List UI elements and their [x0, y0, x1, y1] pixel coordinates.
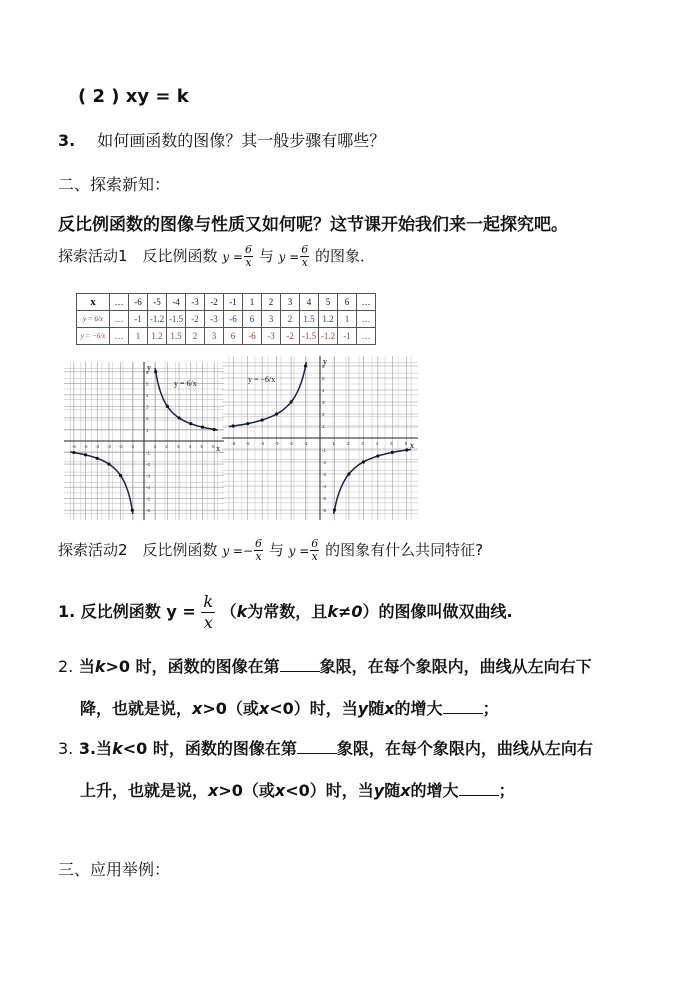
data-point [261, 418, 264, 421]
hyperbola-branch [70, 452, 133, 514]
data-point [391, 451, 394, 454]
definition-tail: ）的图像叫做双曲线. [362, 602, 513, 621]
graph-y-neg-6-over-x [222, 356, 418, 520]
y-tick-label: 6 [146, 369, 149, 375]
x-tick-label: -2 [289, 441, 294, 446]
activity-1-suffix: 的图象． [315, 247, 376, 265]
text: 降，也就是说， [80, 699, 193, 718]
table-cell: -3 [186, 294, 205, 311]
data-point [333, 508, 336, 511]
table-row-label: y = 6/x [77, 311, 110, 328]
fraction-6-over-x [244, 244, 253, 269]
text: 3.当 [78, 739, 113, 758]
data-point [84, 453, 87, 456]
answer-blank[interactable] [459, 781, 499, 796]
y-axis-label: y [323, 357, 327, 366]
fraction-6-over-x [310, 538, 319, 563]
data-point [131, 509, 134, 512]
table-cell: -6 [129, 294, 148, 311]
y-tick-label: -1 [146, 450, 151, 456]
x-tick-label: -5 [83, 444, 88, 449]
data-point [107, 462, 110, 465]
x-tick-label: 1 [153, 444, 157, 449]
x-axis-label: x [216, 444, 220, 453]
property-2-line-1 [58, 646, 592, 688]
curve-label: y = 6/x [174, 379, 197, 388]
text: 象限，在每个象限内，曲线从左向右下 [319, 657, 592, 676]
text: 上升，也就是说， [80, 781, 209, 800]
y-tick-label: 2 [146, 415, 149, 421]
table-cell: 3 [262, 311, 281, 328]
k-not-zero: k≠0 [327, 602, 363, 621]
curve-label: y = −6/x [248, 375, 276, 384]
table-cell: -1 [129, 311, 148, 328]
y-tick-label: 4 [146, 392, 149, 398]
item-number: 2. [58, 657, 74, 676]
var-y: y [357, 699, 369, 718]
y-tick-label: -2 [146, 462, 151, 468]
y-tick-label: 4 [322, 388, 325, 393]
x-tick-label: -6 [231, 441, 236, 446]
data-point [275, 412, 278, 415]
denominator: x [255, 550, 262, 563]
graph-y-6-over-x [64, 362, 224, 520]
x-tick-label: 5 [390, 441, 393, 446]
x-tick-label: -4 [95, 444, 100, 449]
property-3 [58, 728, 593, 812]
text: <0）时，当 [285, 781, 374, 800]
data-point [166, 405, 169, 408]
table-cell: … [110, 328, 129, 345]
minus-sign: − [242, 544, 254, 558]
x-tick-label: 2 [165, 444, 168, 449]
x-tick-label: -6 [71, 444, 76, 449]
x-tick-label: 3 [177, 444, 180, 449]
data-point [96, 457, 99, 460]
text: >0 时，函数的图像在第 [105, 657, 280, 676]
table-cell: 1 [129, 328, 148, 345]
table-cell: -1.5 [167, 311, 186, 328]
y-tick-label: -1 [322, 448, 327, 453]
table-cell: -2 [281, 328, 300, 345]
y-tick-label: -5 [146, 496, 151, 502]
answer-blank[interactable] [297, 739, 337, 754]
question-3-number: 3. [58, 131, 76, 150]
data-point [154, 370, 157, 373]
numerator: 6 [244, 243, 252, 256]
table-cell: 2 [281, 311, 300, 328]
table-cell: -3 [205, 311, 224, 328]
text: 的增大 [394, 699, 443, 718]
x-tick-label: 2 [346, 441, 350, 446]
denominator: x [301, 256, 308, 269]
activity-2 [58, 538, 483, 563]
answer-blank[interactable] [280, 657, 320, 672]
x-tick-label: 5 [200, 444, 203, 449]
text: 象限，在每个象限内，曲线从左向右 [336, 739, 593, 758]
hyperbola-branch [334, 449, 411, 513]
var-x: x [208, 781, 219, 800]
text: >0（或 [218, 781, 275, 800]
y-tick-label: 1 [146, 427, 149, 433]
table-cell: 1.2 [319, 311, 338, 328]
question-3 [58, 128, 385, 151]
table-cell: -4 [167, 294, 186, 311]
y-tick-label: -3 [146, 473, 151, 479]
text: 当 [78, 657, 95, 676]
table-cell: … [357, 311, 376, 328]
hyperbola-branch [229, 362, 306, 426]
formula-y: y = [222, 544, 243, 558]
var-x: x [400, 781, 411, 800]
var-k: k [236, 602, 248, 621]
table-cell: 1.2 [148, 328, 167, 345]
answer-blank[interactable] [443, 699, 483, 714]
activity-1-mid: 与 [258, 247, 274, 265]
numerator: k [203, 592, 214, 611]
table-cell: … [357, 328, 376, 345]
table-cell: … [110, 294, 129, 311]
text: <0 时，函数的图像在第 [122, 739, 297, 758]
table-cell: -1 [338, 328, 357, 345]
numerator: 6 [301, 243, 309, 256]
x-tick-label: -1 [303, 441, 308, 446]
formula-y: y = [288, 544, 310, 558]
var-x: x [384, 699, 395, 718]
data-point [177, 416, 180, 419]
formula-y: y = [278, 250, 300, 264]
property-2 [58, 646, 592, 730]
question-3-text: 如何画函数的图像？其一般步骤有哪些？ [97, 131, 386, 150]
table-cell: -1.2 [148, 311, 167, 328]
table-row-y-pos [77, 311, 376, 328]
y-tick-label: -4 [146, 485, 151, 491]
x-tick-label: 6 [404, 441, 408, 446]
data-point [362, 460, 365, 463]
table-row-label: y = −6/x [77, 328, 110, 345]
data-point [189, 422, 192, 425]
x-tick-label: -4 [260, 441, 265, 446]
x-tick-label: 4 [188, 444, 192, 449]
activity-1-prefix: 探索活动1 反比例函数 [58, 247, 218, 265]
var-y: y [373, 781, 385, 800]
y-tick-label: -5 [322, 496, 327, 501]
table-cell: … [110, 311, 129, 328]
var-x: x [274, 781, 286, 800]
y-tick-label: 1 [322, 424, 325, 429]
x-tick-label: -5 [245, 441, 250, 446]
data-point [289, 400, 292, 403]
var-k: k [112, 739, 123, 758]
x-tick-label: 3 [361, 441, 364, 446]
text: 的增大 [410, 781, 459, 800]
table-cell: 3 [205, 328, 224, 345]
data-point [213, 428, 216, 431]
table-cell: 1 [338, 311, 357, 328]
data-point [376, 454, 379, 457]
x-tick-label: 1 [332, 441, 335, 446]
value-table [76, 293, 376, 345]
table-cell: … [357, 294, 376, 311]
item-number: 3. [58, 739, 74, 758]
text: ； [482, 699, 499, 718]
activity-2-mid: 与 [268, 541, 284, 559]
table-cell: -2 [205, 294, 224, 311]
x-tick-label: -2 [118, 444, 123, 449]
denominator: x [311, 550, 318, 563]
y-tick-label: 3 [146, 404, 149, 410]
property-3-line-2 [58, 770, 593, 812]
table-header-x: x [77, 294, 110, 311]
var-k: k [94, 657, 106, 676]
fraction-6-over-x [254, 538, 263, 563]
y-tick-label: -6 [322, 508, 327, 513]
activity-2-prefix: 探索活动2 反比例函数 [58, 541, 218, 559]
data-point [246, 422, 249, 425]
section-3-heading: 三、应用举例： [58, 860, 171, 879]
table-cell: -1.5 [300, 328, 319, 345]
definition-hyperbola [58, 592, 513, 633]
y-tick-label: 6 [322, 364, 325, 369]
var-x: x [192, 699, 203, 718]
table-cell: 6 [224, 328, 243, 345]
question-2: ( 2 ) xy = k [78, 86, 189, 107]
fraction-6-over-x [300, 244, 309, 269]
table-cell: 2 [262, 294, 281, 311]
activity-1 [58, 244, 375, 269]
denominator: x [203, 613, 213, 632]
section-2-heading: 二、探索新知： [58, 175, 171, 194]
data-point [119, 474, 122, 477]
data-point [232, 424, 235, 427]
table-cell: 6 [338, 294, 357, 311]
table-cell: 1.5 [167, 328, 186, 345]
var-x: x [258, 699, 270, 718]
x-tick-label: -3 [106, 444, 111, 449]
table-cell: -2 [186, 311, 205, 328]
definition-lead: 反比例函数 y = [80, 602, 196, 621]
table-cell: 1 [243, 294, 262, 311]
table-cell: 2 [186, 328, 205, 345]
denominator: x [245, 256, 252, 269]
y-tick-label: -6 [146, 508, 151, 514]
table-cell: -3 [262, 328, 281, 345]
table-cell: 5 [319, 294, 338, 311]
y-tick-label: -4 [322, 484, 327, 489]
numerator: 6 [255, 537, 263, 550]
fraction-k-over-x [201, 592, 215, 633]
text: >0（或 [202, 699, 259, 718]
activity-2-suffix: 的图象有什么共同特征? [325, 541, 484, 559]
table-cell: 3 [281, 294, 300, 311]
item-number: 1. [58, 602, 76, 621]
table-cell: 6 [243, 311, 262, 328]
text: <0）时，当 [269, 699, 358, 718]
x-tick-label: -1 [130, 444, 135, 449]
table-cell: -6 [224, 311, 243, 328]
definition-paren-open: （ [220, 602, 237, 621]
property-3-line-1 [58, 728, 593, 770]
table-cell: -6 [243, 328, 262, 345]
data-point [72, 451, 75, 454]
y-tick-label: -2 [322, 460, 327, 465]
data-point [405, 448, 408, 451]
y-tick-label: 3 [322, 400, 325, 405]
x-tick-label: -3 [274, 441, 279, 446]
table-row-x [77, 294, 376, 311]
numerator: 6 [311, 537, 319, 550]
definition-constant: 为常数，且 [247, 602, 328, 621]
y-tick-label: 5 [146, 381, 149, 387]
intro-text: 反比例函数的图像与性质又如何呢？这节课开始我们来一起探究吧。 [58, 215, 568, 235]
table-row-y-neg [77, 328, 376, 345]
table-cell: -5 [148, 294, 167, 311]
data-point [201, 426, 204, 429]
text: ； [498, 781, 515, 800]
y-tick-label: 2 [322, 412, 325, 417]
table-cell: -1 [224, 294, 243, 311]
y-axis-label: y [147, 363, 151, 372]
y-tick-label: -3 [322, 472, 327, 477]
hyperbola-branch [155, 368, 218, 430]
y-tick-label: 5 [322, 376, 325, 381]
table-cell: -1.2 [319, 328, 338, 345]
property-2-line-2 [58, 688, 592, 730]
data-point [304, 364, 307, 367]
x-tick-label: 4 [375, 441, 379, 446]
data-point [347, 472, 350, 475]
formula-y: y = [222, 250, 243, 264]
x-axis-label: x [410, 441, 414, 450]
x-tick-label: 6 [212, 444, 215, 449]
text: 随 [384, 781, 401, 800]
table-cell: 4 [300, 294, 319, 311]
table-cell: 1.5 [300, 311, 319, 328]
text: 随 [368, 699, 385, 718]
